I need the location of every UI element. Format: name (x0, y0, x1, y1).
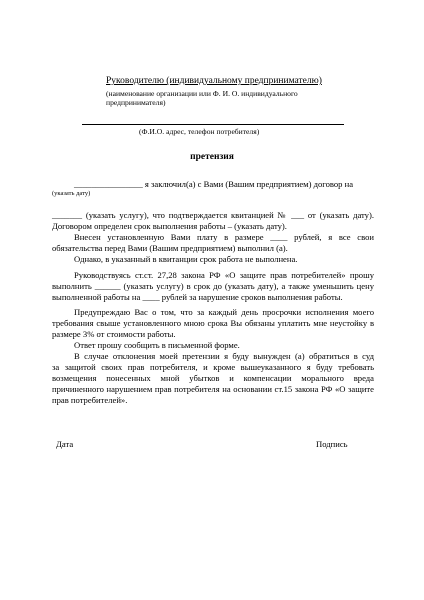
document-title: претензия (190, 152, 234, 162)
paragraph-contract: ________________ я заключил(а) с Вами (Вашим предприятием) договор на (74, 179, 354, 189)
recipient-org-line: (наименование организации или Ф. И. О. индивидуального (106, 89, 298, 98)
paragraph-penalty-2: требования свыше установленного мною срока Вы обязаны уплатить мне неустойку в (52, 318, 374, 328)
paragraph-court-4: причиненного нарушением прав потребителя на основании ст.15 закона РФ «О защите (52, 384, 374, 394)
paragraph-law-3: выполненной работы на ____ рублей за нарушение сроков выполнения работы. (52, 292, 343, 302)
date-blank: ________________ (74, 179, 143, 189)
paragraph-penalty-3: размере 3% от стоимости работы. (52, 329, 176, 339)
signature-label: Подпись (316, 439, 348, 449)
claim-body (52, 179, 374, 406)
paragraph-court: В случае отклонения моей претензии я буду вынужден (а) обратиться в суд (74, 351, 374, 361)
paragraph-not-done: Однако, в указанный в квитанции срок работа не выполнена. (74, 254, 298, 264)
paragraph-court-3: возмещения понесенных мной убытков и компенсации морального вреда (52, 373, 374, 383)
sender-caption: (Ф.И.О. адрес, телефон потребителя) (139, 127, 260, 136)
paragraph-law-2: выполнить ______ (указать услугу) в срок до (указать дату), а также уменьшить цену (52, 281, 374, 291)
sender-underline (82, 124, 344, 125)
paragraph-reply: Ответ прошу сообщить в письменной форме. (74, 340, 240, 350)
paragraph-law: Руководствуясь ст.ст. 27,28 закона РФ «О защите прав потребителей» прошу (74, 270, 374, 280)
paragraph-service: _______ (указать услугу), что подтверждается квитанцией № ___ от (указать дату). (52, 210, 374, 220)
paragraph-penalty: Предупреждаю Вас о том, что за каждый день просрочки исполнения моего (74, 307, 374, 317)
recipient-org-line-2: предпринимателя) (106, 98, 166, 107)
date-hint: (указать дату) (52, 190, 91, 197)
paragraph-court-5: прав потребителей». (52, 395, 128, 405)
recipient-line: Руководителю (индивидуальному предпринимателю) (106, 76, 322, 86)
paragraph-deadline: Договором определен срок выполнения работы – (указать дату). (52, 221, 287, 231)
paragraph-payment: Внесен установленную Вами плату в размере ____ рублей, я все свои (74, 232, 374, 242)
paragraph-obligations: обязательства перед Вами (Вашим предприятием) выполнил (а). (52, 243, 288, 253)
paragraph-court-2: за защитой своих прав потребителя, и кроме вышеуказанного я буду требовать (52, 362, 374, 372)
date-label: Дата (56, 439, 74, 449)
